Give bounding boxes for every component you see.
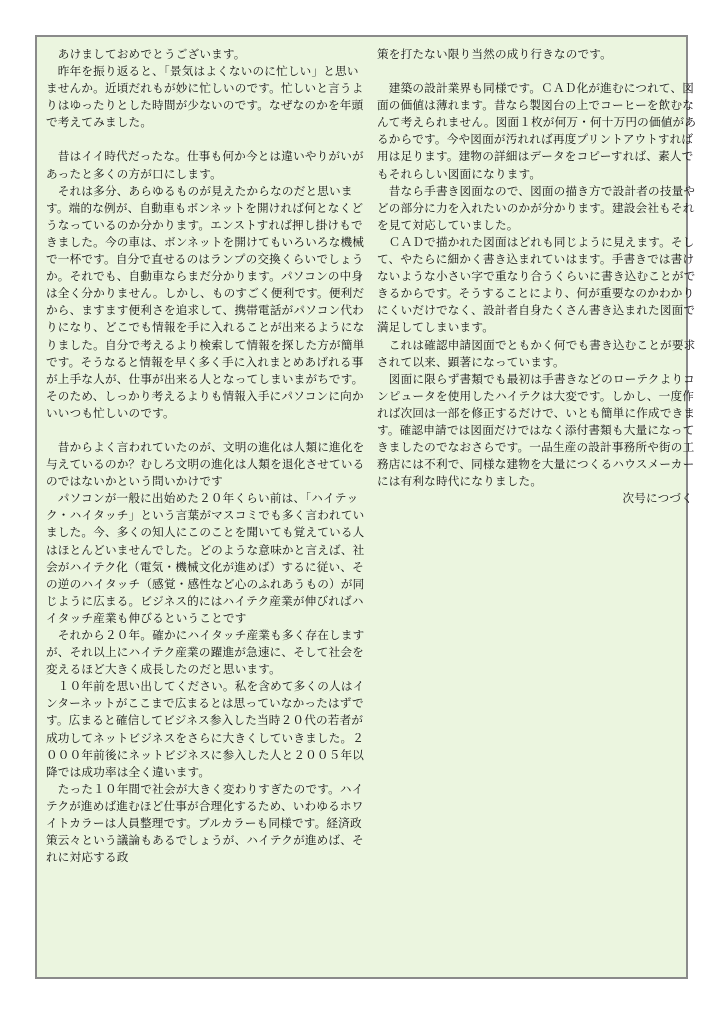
body-paragraph: 昨年を振り返ると、「景気はよくないのに忙しい」と思いませんか。近頃だれもが妙に忙しいのです。忙しいと言うよりはゆったりとした時間が少ないのです。なぜなのかを年頭で考えてみました。 [46,64,364,130]
body-paragraph: これは確認申請図面でともかく何でも書き込むことが要求されて以来、顕著になっています。 [377,337,696,369]
right-column [377,46,699,507]
body-paragraph: 建築の設計業界も同様です。ＣＡＤ化が進むにつれて、図面の価値は薄れます。昔なら製図台の上でコーヒーを飲むなんて考えられません。図面１枚が何万・何十万円の価値があるからです。今や図面が汚れれば再度プリントアウトすれば用は足ります。建物の詳細はデータをコピーすれば、素人でもそれらしい図面になります。 [377,81,697,181]
body-paragraph: 図面に限らず書類でも最初は手書きなどのローテクよりコンピュータを使用したハイテクは大変です。しかし、一度作れば次回は一部を修正するだけで、いとも簡単に作成できます。確認申請では図面だけではなく添付書類も大量になってきましたのでなおさらです。一品生産の設計事務所や街の工務店には不利で、同様な建物を大量につくるハウスメーカーには有利な時代になりました。 [377,371,696,489]
body-paragraph: パソコンが一般に出始めた２０年くらい前は、「ハイテック・ハイタッチ」という言葉がマスコミでも多く言われていました。今、多くの知人にこのことを聞いても覚えている人はほとんどいませんでした。どのような意味かと言えば、社会がハイテク化（電気・機械文化が進めば）するに従い、その逆のハイタッチ（感覚・感性など心のふれあうもの）が同じように広まる。ビジネス的にはハイテク産業が伸びればハイタッチ産業も伸びるということです [46,491,365,625]
body-paragraph: それから２０年。確かにハイタッチ産業も多く存在しますが、それ以上にハイテク産業の躍進が急速に、そして社会を変えるほど大きく成長したのだと思います。 [46,628,365,677]
paragraph-gap [46,131,368,148]
body-paragraph: たった１０年間で社会が大きく変わりすぎたのです。ハイテクが進めば進むほど仕事が合理化するため、いわゆるホワイトカラーは人員整理です。ブルカラーも同様です。経済政策云々という議論もあるでしょうが、ハイテクが進めば、それに対応する政 [46,781,364,865]
body-paragraph: あけましておめでとうございます。 [46,47,246,61]
continued-note: 次号につづく [622,491,693,506]
newsletter-frame [35,35,697,979]
body-paragraph: 昔なら手書き図面なので、図面の描き方で設計者の技量やどの部分に力を入れたいのかが分かります。建設会社もそれを見て対応していました。 [377,183,696,232]
body-paragraph: ＣＡＤで描かれた図面はどれも同じように見えます。そして、やたらに細かく書き込まれていはます。手書きでは書けないような小さい字で重なり合うくらいに書き込むことができるからです。そうすることにより、何が重要なのかわかりにくいだけでなく、設計者自身たくさん書き込まれた図面で満足してしまいます。 [377,234,696,335]
body-paragraph: １０年前を思い出してください。私を含めて多くの人はインターネットがここまで広まるとは思っていなかったはずです。広まると確信してビジネス参入した当時２０代の若者が成功してネットビジネスをさらに大きくしていきました。２０００年前後にネットビジネスに参入した人と２００５年以降では成功率は全く違います。 [46,679,365,779]
body-paragraph: 策を打たない限り当然の成り行きなのです。 [377,47,612,61]
body-paragraph: それは多分、あらゆるものが見えたからなのだと思います。端的な例が、自動車もボンネットを開ければ何となくどうなっているのか分かります。エンストすれば押し掛けもできました。今の車は、ボンネットを開けてもいろいろな機械で一杯です。自分で直せるのはランプの交換くらいでしょうか。それでも、自動車ならまだ分かります。パソコンの中身は全く分かりません。しかし、ものすごく便利です。便利だから、ますます便利さを追求して、携帯電話がパソコン代わりになり、どこでも情報を手に入れることが出来るようになりました。自分で考えるより検索して情報を探した方が簡単です。そうなると情報を早く多く手に入れまとめあげれる事が上手な人が、仕事が出来る人となってしまいまがちです。そのため、しっかり考えるよりも情報入手にパソコンに向かいいつも忙しいのです。 [46,183,365,420]
body-paragraph: 昔はイイ時代だったな。仕事も何か今とは違いやりがいがあったと多くの方が口にします。 [46,149,364,181]
paragraph-gap [377,63,699,80]
body-paragraph: 昔からよく言われていたのが、文明の進化は人類に進化を与えているのか？むしろ文明の進化は人類を退化させているのではないかという問いかけです [46,439,365,489]
left-column [46,46,368,866]
paragraph-gap [46,422,368,439]
